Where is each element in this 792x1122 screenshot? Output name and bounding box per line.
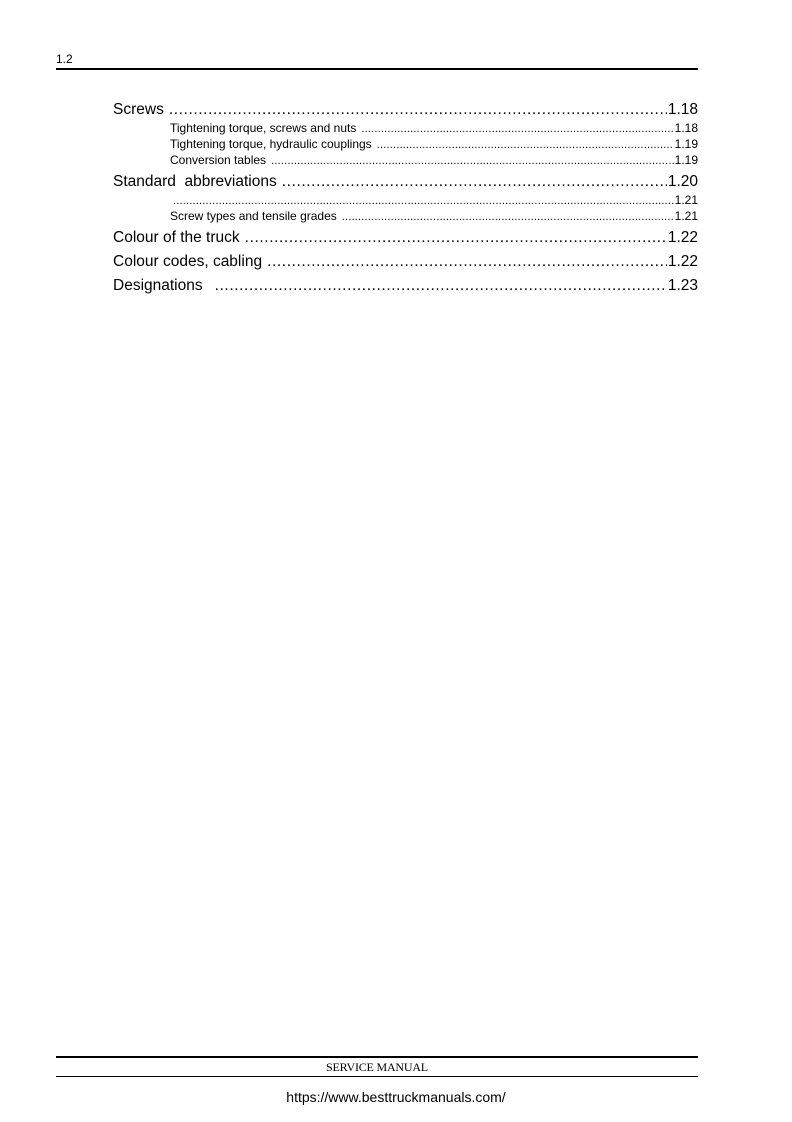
dot-leader xyxy=(267,252,667,272)
toc-subentry-page: 1.21 xyxy=(674,193,698,207)
toc-subentry-title: Tightening torque, hydraulic couplings xyxy=(170,137,372,151)
toc-entry-page: 1.20 xyxy=(667,173,698,190)
toc-entry-page: 1.18 xyxy=(667,101,698,118)
dot-leader xyxy=(173,193,674,209)
dot-leader xyxy=(361,121,673,137)
toc-subentry-title: Screw types and tensile grades xyxy=(170,209,337,223)
toc-entry-standard-abbreviations[interactable] xyxy=(113,172,698,192)
toc-subentry[interactable] xyxy=(113,192,698,208)
dot-leader xyxy=(342,209,674,225)
toc-subentry[interactable] xyxy=(113,136,698,152)
toc-entry-page: 1.23 xyxy=(667,277,698,294)
footer-rule-bottom xyxy=(56,1076,698,1077)
toc-subentry[interactable] xyxy=(113,120,698,136)
toc-subentry-page: 1.21 xyxy=(674,209,698,223)
footer-title: SERVICE MANUAL xyxy=(326,1060,428,1074)
dot-leader xyxy=(245,228,667,248)
toc-entry-colour-of-the-truck[interactable] xyxy=(113,228,698,252)
table-of-contents xyxy=(113,100,698,300)
toc-entry-page: 1.22 xyxy=(667,253,698,270)
toc-entry-page: 1.22 xyxy=(667,229,698,246)
footer-url-link[interactable]: https://www.besttruckmanuals.com/ xyxy=(286,1089,506,1105)
footer-rule-top xyxy=(56,1056,698,1058)
toc-entry-colour-codes-cabling[interactable] xyxy=(113,252,698,276)
toc-entry-title: Standard abbreviations xyxy=(113,173,277,190)
toc-subentry-page: 1.19 xyxy=(674,137,698,151)
header-rule xyxy=(56,68,698,70)
toc-subentry-page: 1.19 xyxy=(674,153,698,167)
toc-subentry[interactable] xyxy=(113,208,698,228)
dot-leader xyxy=(271,153,674,169)
toc-subentry-title: Conversion tables xyxy=(170,153,267,167)
dot-leader xyxy=(215,276,667,296)
toc-subentry-page: 1.18 xyxy=(674,121,698,135)
dot-leader xyxy=(282,172,667,192)
toc-entry-designations[interactable] xyxy=(113,276,698,300)
dot-leader xyxy=(377,137,674,153)
toc-entry-screws[interactable] xyxy=(113,100,698,120)
page-number: 1.2 xyxy=(56,52,73,66)
toc-entry-title: Screws xyxy=(113,101,164,118)
dot-leader xyxy=(169,100,667,120)
toc-subentry[interactable] xyxy=(113,152,698,172)
toc-subentry-title: Tightening torque, screws and nuts xyxy=(170,121,357,135)
toc-entry-title: Colour of the truck xyxy=(113,229,240,246)
toc-entry-title: Colour codes, cabling xyxy=(113,253,263,270)
toc-entry-title: Designations xyxy=(113,277,203,294)
